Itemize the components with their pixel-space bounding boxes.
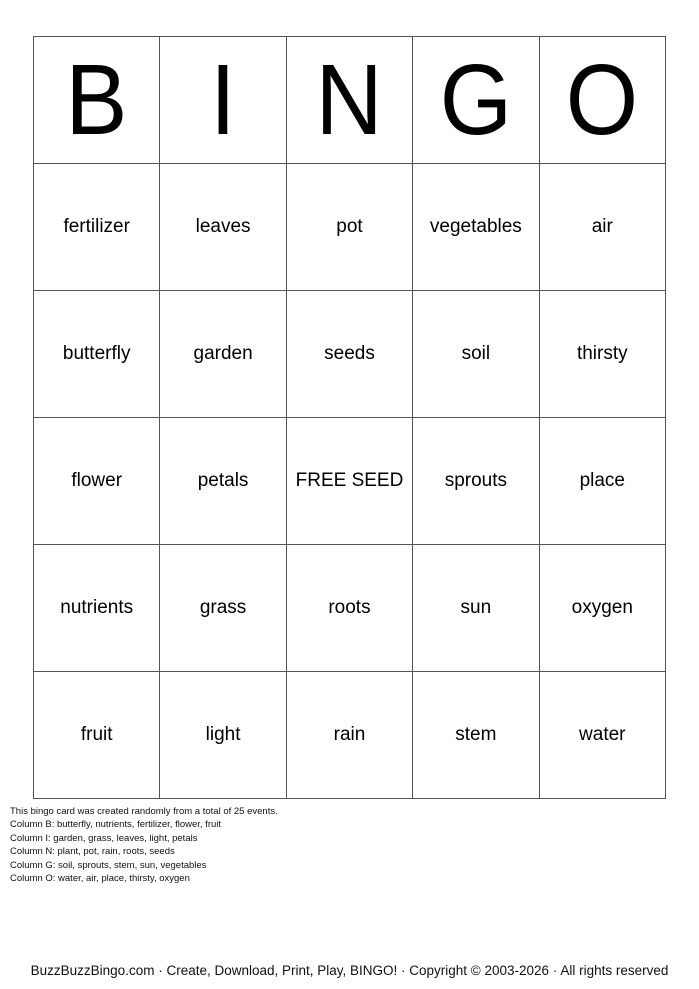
bingo-cell: sun <box>413 545 539 672</box>
bingo-cell: leaves <box>160 164 286 291</box>
bingo-cell: thirsty <box>539 291 665 418</box>
bingo-cell: grass <box>160 545 286 672</box>
bingo-cell: fertilizer <box>34 164 160 291</box>
bingo-cell: vegetables <box>413 164 539 291</box>
header-letter-n: N <box>286 37 412 164</box>
bingo-cell: flower <box>34 418 160 545</box>
notes-column-b: Column B: butterfly, nutrients, fertilizer, flower, fruit <box>10 819 222 831</box>
card-notes <box>10 805 278 885</box>
bingo-cell: butterfly <box>34 291 160 418</box>
notes-column-n: Column N: plant, pot, rain, roots, seeds <box>10 846 175 858</box>
bingo-cell: water <box>539 672 665 799</box>
notes-column-o: Column O: water, air, place, thirsty, oxygen <box>10 873 190 885</box>
bingo-cell: oxygen <box>539 545 665 672</box>
bingo-cell: air <box>539 164 665 291</box>
bingo-row <box>34 545 666 672</box>
bingo-cell: soil <box>413 291 539 418</box>
notes-intro: This bingo card was created randomly from a total of 25 events. <box>10 806 278 817</box>
free-space-cell: FREE SEED <box>286 418 412 545</box>
bingo-cell: garden <box>160 291 286 418</box>
bingo-cell: fruit <box>34 672 160 799</box>
bingo-cell: pot <box>286 164 412 291</box>
footer-copyright: BuzzBuzzBingo.com · Create, Download, Print, Play, BINGO! · Copyright © 2003-2026 · All rights reserved <box>30 963 669 978</box>
bingo-cell: stem <box>413 672 539 799</box>
header-letter-i: I <box>160 37 286 164</box>
notes-column-i: Column I: garden, grass, leaves, light, petals <box>10 832 198 844</box>
bingo-row <box>34 418 666 545</box>
bingo-cell: place <box>539 418 665 545</box>
bingo-row <box>34 164 666 291</box>
bingo-cell: petals <box>160 418 286 545</box>
notes-column-g: Column G: soil, sprouts, stem, sun, vegetables <box>10 859 207 871</box>
bingo-cell: roots <box>286 545 412 672</box>
bingo-cell: nutrients <box>34 545 160 672</box>
header-letter-g: G <box>413 37 539 164</box>
header-letter-b: B <box>34 37 160 164</box>
bingo-cell: sprouts <box>413 418 539 545</box>
bingo-cell: light <box>160 672 286 799</box>
bingo-cell: seeds <box>286 291 412 418</box>
header-letter-o: O <box>539 37 665 164</box>
bingo-header-row <box>34 37 666 164</box>
bingo-row <box>34 672 666 799</box>
bingo-card <box>33 36 666 799</box>
bingo-cell: rain <box>286 672 412 799</box>
bingo-row <box>34 291 666 418</box>
